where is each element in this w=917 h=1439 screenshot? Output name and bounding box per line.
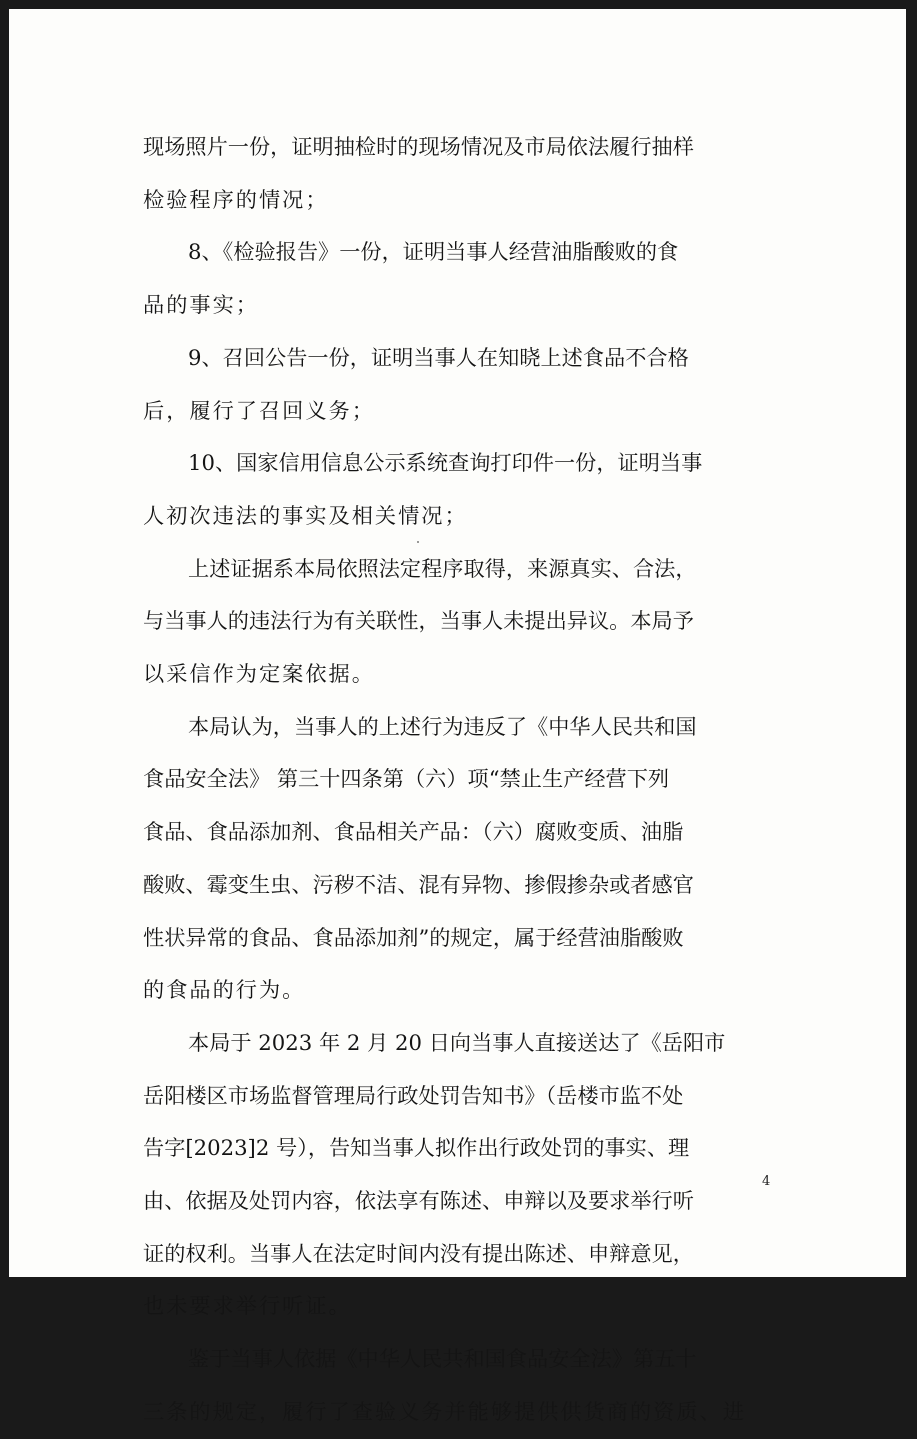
text-line: 9、召回公告一份，证明当事人在知晓上述食品不合格 [188, 344, 689, 370]
body-text [143, 121, 783, 1439]
scan-speck [417, 541, 419, 543]
text-line: 酸败、霉变生虫、污秽不洁、混有异物、掺假掺杂或者感官 [143, 871, 694, 897]
text-line: 10、国家信用信息公示系统查询打印件一份，证明当事 [188, 450, 703, 476]
text-line: 岳阳楼区市场监督管理局行政处罚告知书》（岳楼市监不处 [143, 1082, 684, 1108]
text-line: 8、《检验报告》一份，证明当事人经营油脂酸败的食 [188, 239, 679, 265]
text-line: 的食品的行为。 [143, 977, 306, 1003]
text-line: 与当事人的违法行为有关联性，当事人未提出异议。本局予 [143, 608, 694, 634]
text-line: 本局于 2023 年 2 月 20 日向当事人直接送达了《岳阳市 [188, 1029, 726, 1055]
text-line: 由、依据及处罚内容，依法享有陈述、申辩以及要求举行听 [143, 1188, 694, 1214]
text-line: 上述证据系本局依照法定程序取得，来源真实、合法， [188, 555, 697, 581]
text-line: 人初次违法的事实及相关情况； [143, 502, 468, 528]
text-line: 鉴于当事人依据《中华人民共和国食品安全法》第五十 [188, 1346, 697, 1372]
text-line: 证的权利。当事人在法定时间内没有提出陈述、申辩意见， [143, 1240, 694, 1266]
text-line: 后，履行了召回义务； [143, 397, 375, 423]
document-page [9, 9, 906, 1424]
text-line: 现场照片一份，证明抽检时的现场情况及市局依法履行抽样 [143, 134, 694, 159]
text-line: 品的事实； [143, 292, 259, 318]
text-line: 食品安全法》 第三十四条第（六）项“禁止生产经营下列 [143, 766, 670, 792]
text-line: 本局认为，当事人的上述行为违反了《中华人民共和国 [188, 713, 697, 739]
text-line: 食品、食品添加剂、食品相关产品：（六）腐败变质、油脂 [143, 819, 684, 845]
text-line: 性状异常的食品、食品添加剂”的规定，属于经营油脂酸败 [143, 924, 684, 950]
page-number: 4 [762, 1174, 771, 1189]
text-line: 检验程序的情况； [143, 186, 329, 212]
text-line: 告字[2023]2 号），告知当事人拟作出行政处罚的事实、理 [143, 1135, 690, 1161]
text-line: 也未要求举行听证。 [143, 1293, 352, 1319]
text-line: 三条的规定，履行了查验义务并能够提供供货商的资质、进 [143, 1398, 746, 1424]
text-line: 以采信作为定案依据。 [143, 661, 375, 687]
